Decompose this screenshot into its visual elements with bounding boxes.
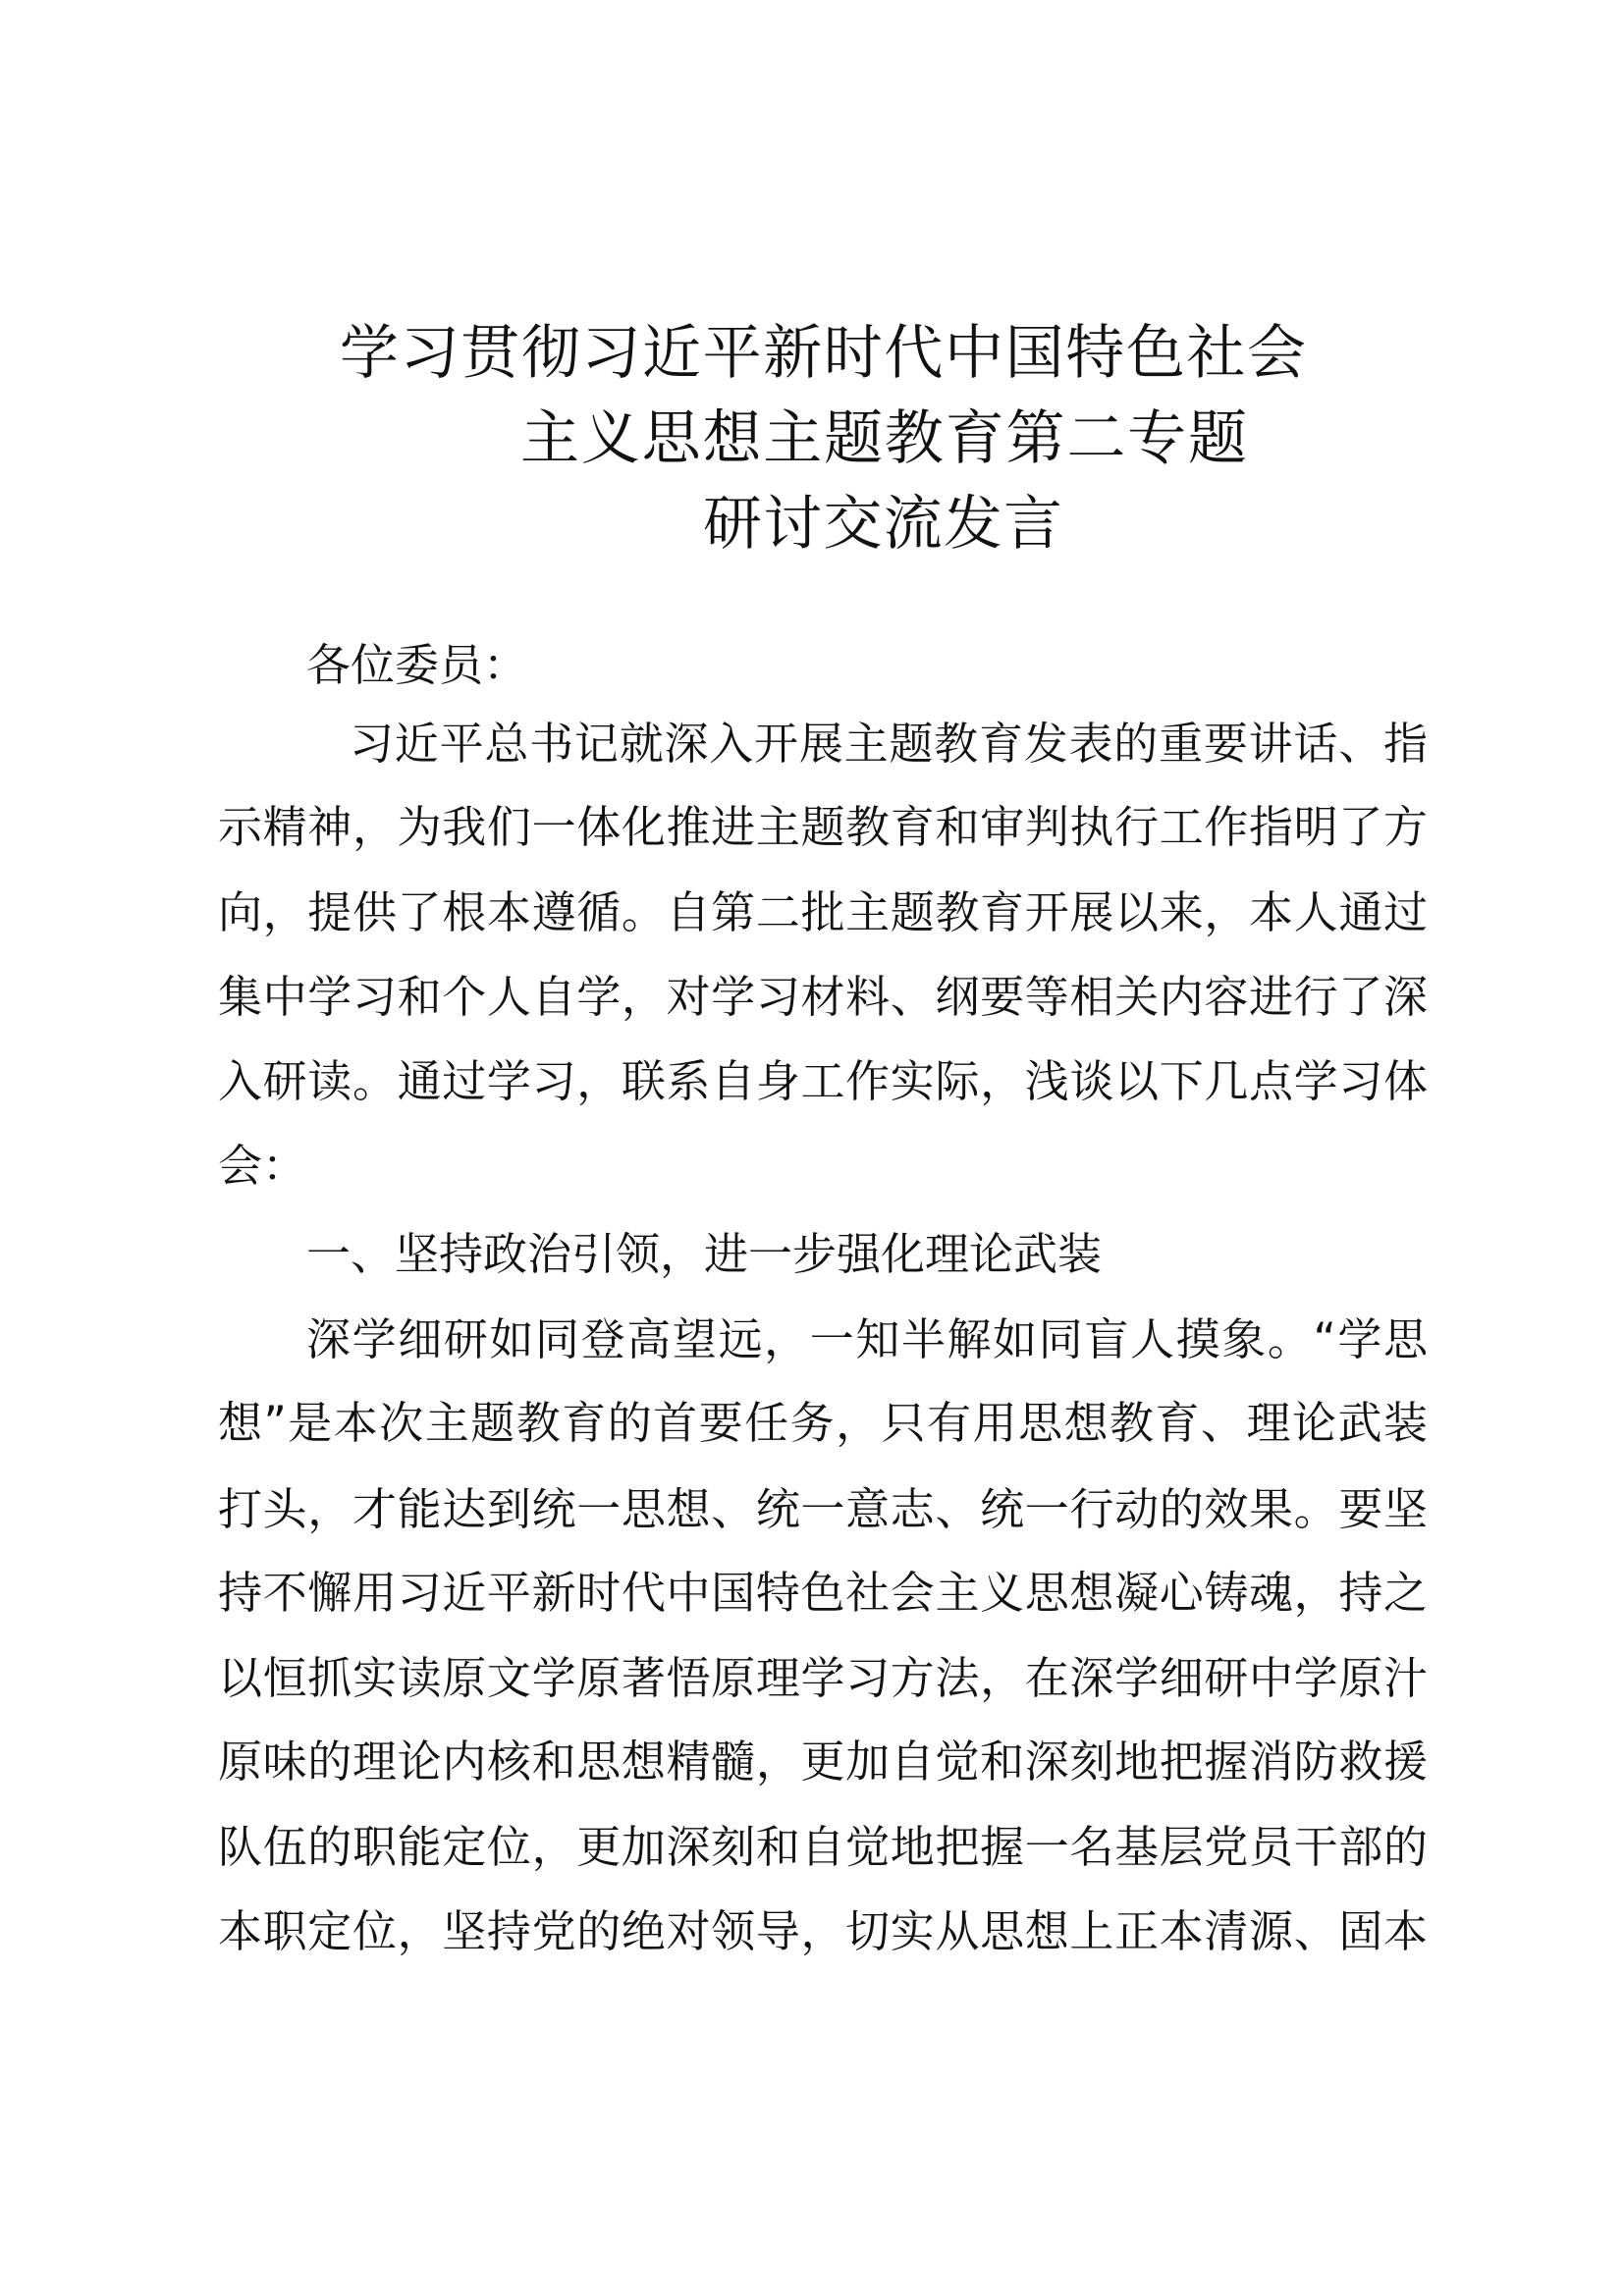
- paragraph-line: 向，提供了根本遵循。自第二批主题教育开展以来，本人通过: [218, 886, 1428, 938]
- paragraph-line: 入研读。通过学习，联系自身工作实际，浅谈以下几点学习体: [218, 1055, 1428, 1107]
- paragraph-line: 原味的理论内核和思想精髓，更加自觉和深刻地把握消防救援: [218, 1735, 1428, 1788]
- paragraph-line: 想”是本次主题教育的首要任务，只有用思想教育、理论武装: [218, 1397, 1428, 1449]
- paragraph-line: 打头，才能达到统一思想、统一意志、统一行动的效果。要坚: [218, 1483, 1428, 1535]
- paragraph-line: 以恒抓实读原文学原著悟原理学习方法，在深学细研中学原汁: [218, 1652, 1428, 1704]
- title-line-2: 主义思想主题教育第二专题: [520, 404, 1247, 473]
- paragraph-line: 集中学习和个人自学，对学习材料、纲要等相关内容进行了深: [218, 971, 1428, 1023]
- paragraph-line: 队伍的职能定位，更加深刻和自觉地把握一名基层党员干部的: [218, 1821, 1428, 1873]
- paragraph-line: 本职定位，坚持党的绝对领导，切实从思想上正本清源、固本: [218, 1905, 1428, 1957]
- greeting: 各位委员：: [306, 639, 528, 691]
- title-line-1: 学习贯彻习近平新时代中国特色社会: [340, 319, 1306, 388]
- paragraph-line: 会：: [218, 1140, 307, 1192]
- paragraph-line: 示精神，为我们一体化推进主题教育和审判执行工作指明了方: [218, 801, 1428, 853]
- paragraph-line: 持不懈用习近平新时代中国特色社会主义思想凝心铸魂，持之: [218, 1567, 1428, 1619]
- paragraph-line: 深学细研如同登高望远，一知半解如同盲人摸象。“学思: [306, 1313, 1428, 1365]
- paragraph-line: 习近平总书记就深入开展主题教育发表的重要讲话、指: [350, 718, 1428, 770]
- section-heading-1: 一、坚持政治引领，进一步强化理论武装: [306, 1228, 1103, 1280]
- title-line-3: 研讨交流发言: [703, 490, 1062, 559]
